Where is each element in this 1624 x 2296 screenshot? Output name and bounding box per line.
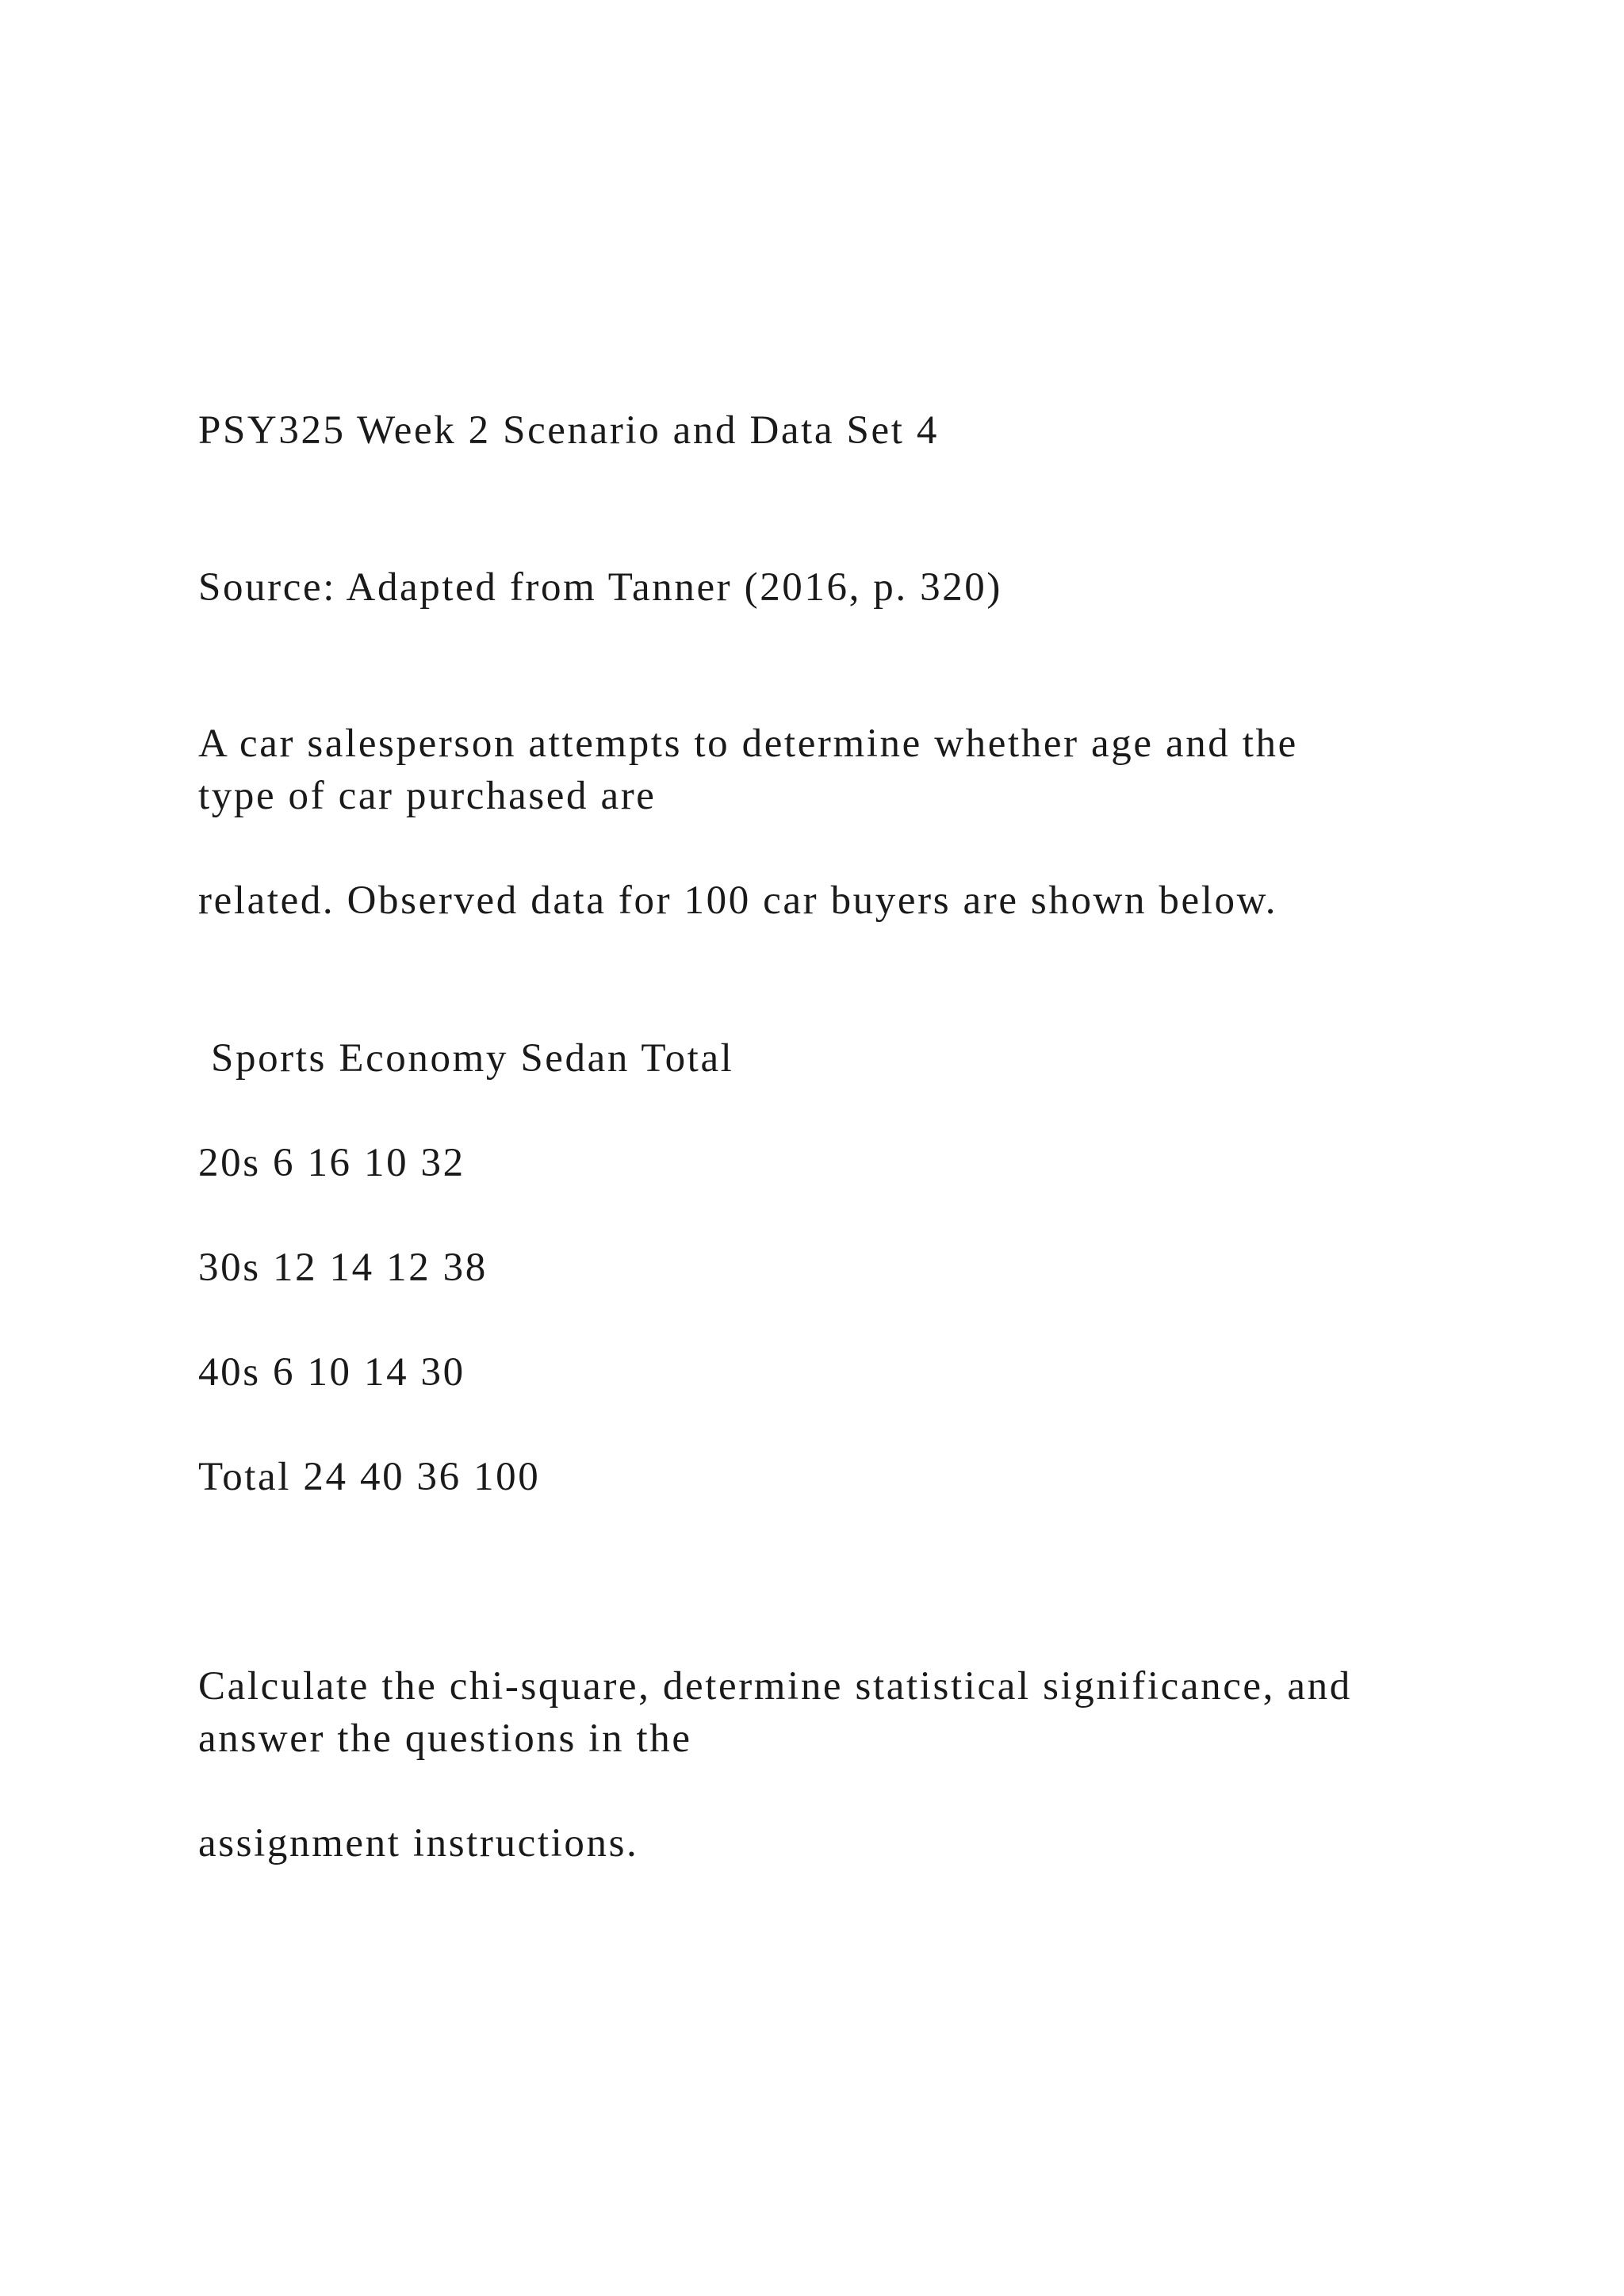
table-row-40s: 40s 6 10 14 30 [198, 1350, 465, 1395]
table-row-total: Total 24 40 36 100 [198, 1455, 541, 1499]
table-row-20s: 20s 6 16 10 32 [198, 1141, 465, 1185]
instruction-line-1: Calculate the chi-square, determine statistical significance, and [198, 1664, 1352, 1709]
table-row-30s: 30s 12 14 12 38 [198, 1246, 488, 1290]
instruction-line-2: answer the questions in the [198, 1716, 692, 1761]
instruction-line-3: assignment instructions. [198, 1821, 639, 1866]
document-title: PSY325 Week 2 Scenario and Data Set 4 [198, 408, 939, 453]
table-header-row: Sports Economy Sedan Total [211, 1036, 734, 1081]
source-citation: Source: Adapted from Tanner (2016, p. 320) [198, 565, 1002, 610]
intro-line-3: related. Observed data for 100 car buyers are shown below. [198, 878, 1278, 923]
intro-line-1: A car salesperson attempts to determine whether age and the [198, 721, 1298, 766]
intro-line-2: type of car purchased are [198, 774, 657, 818]
